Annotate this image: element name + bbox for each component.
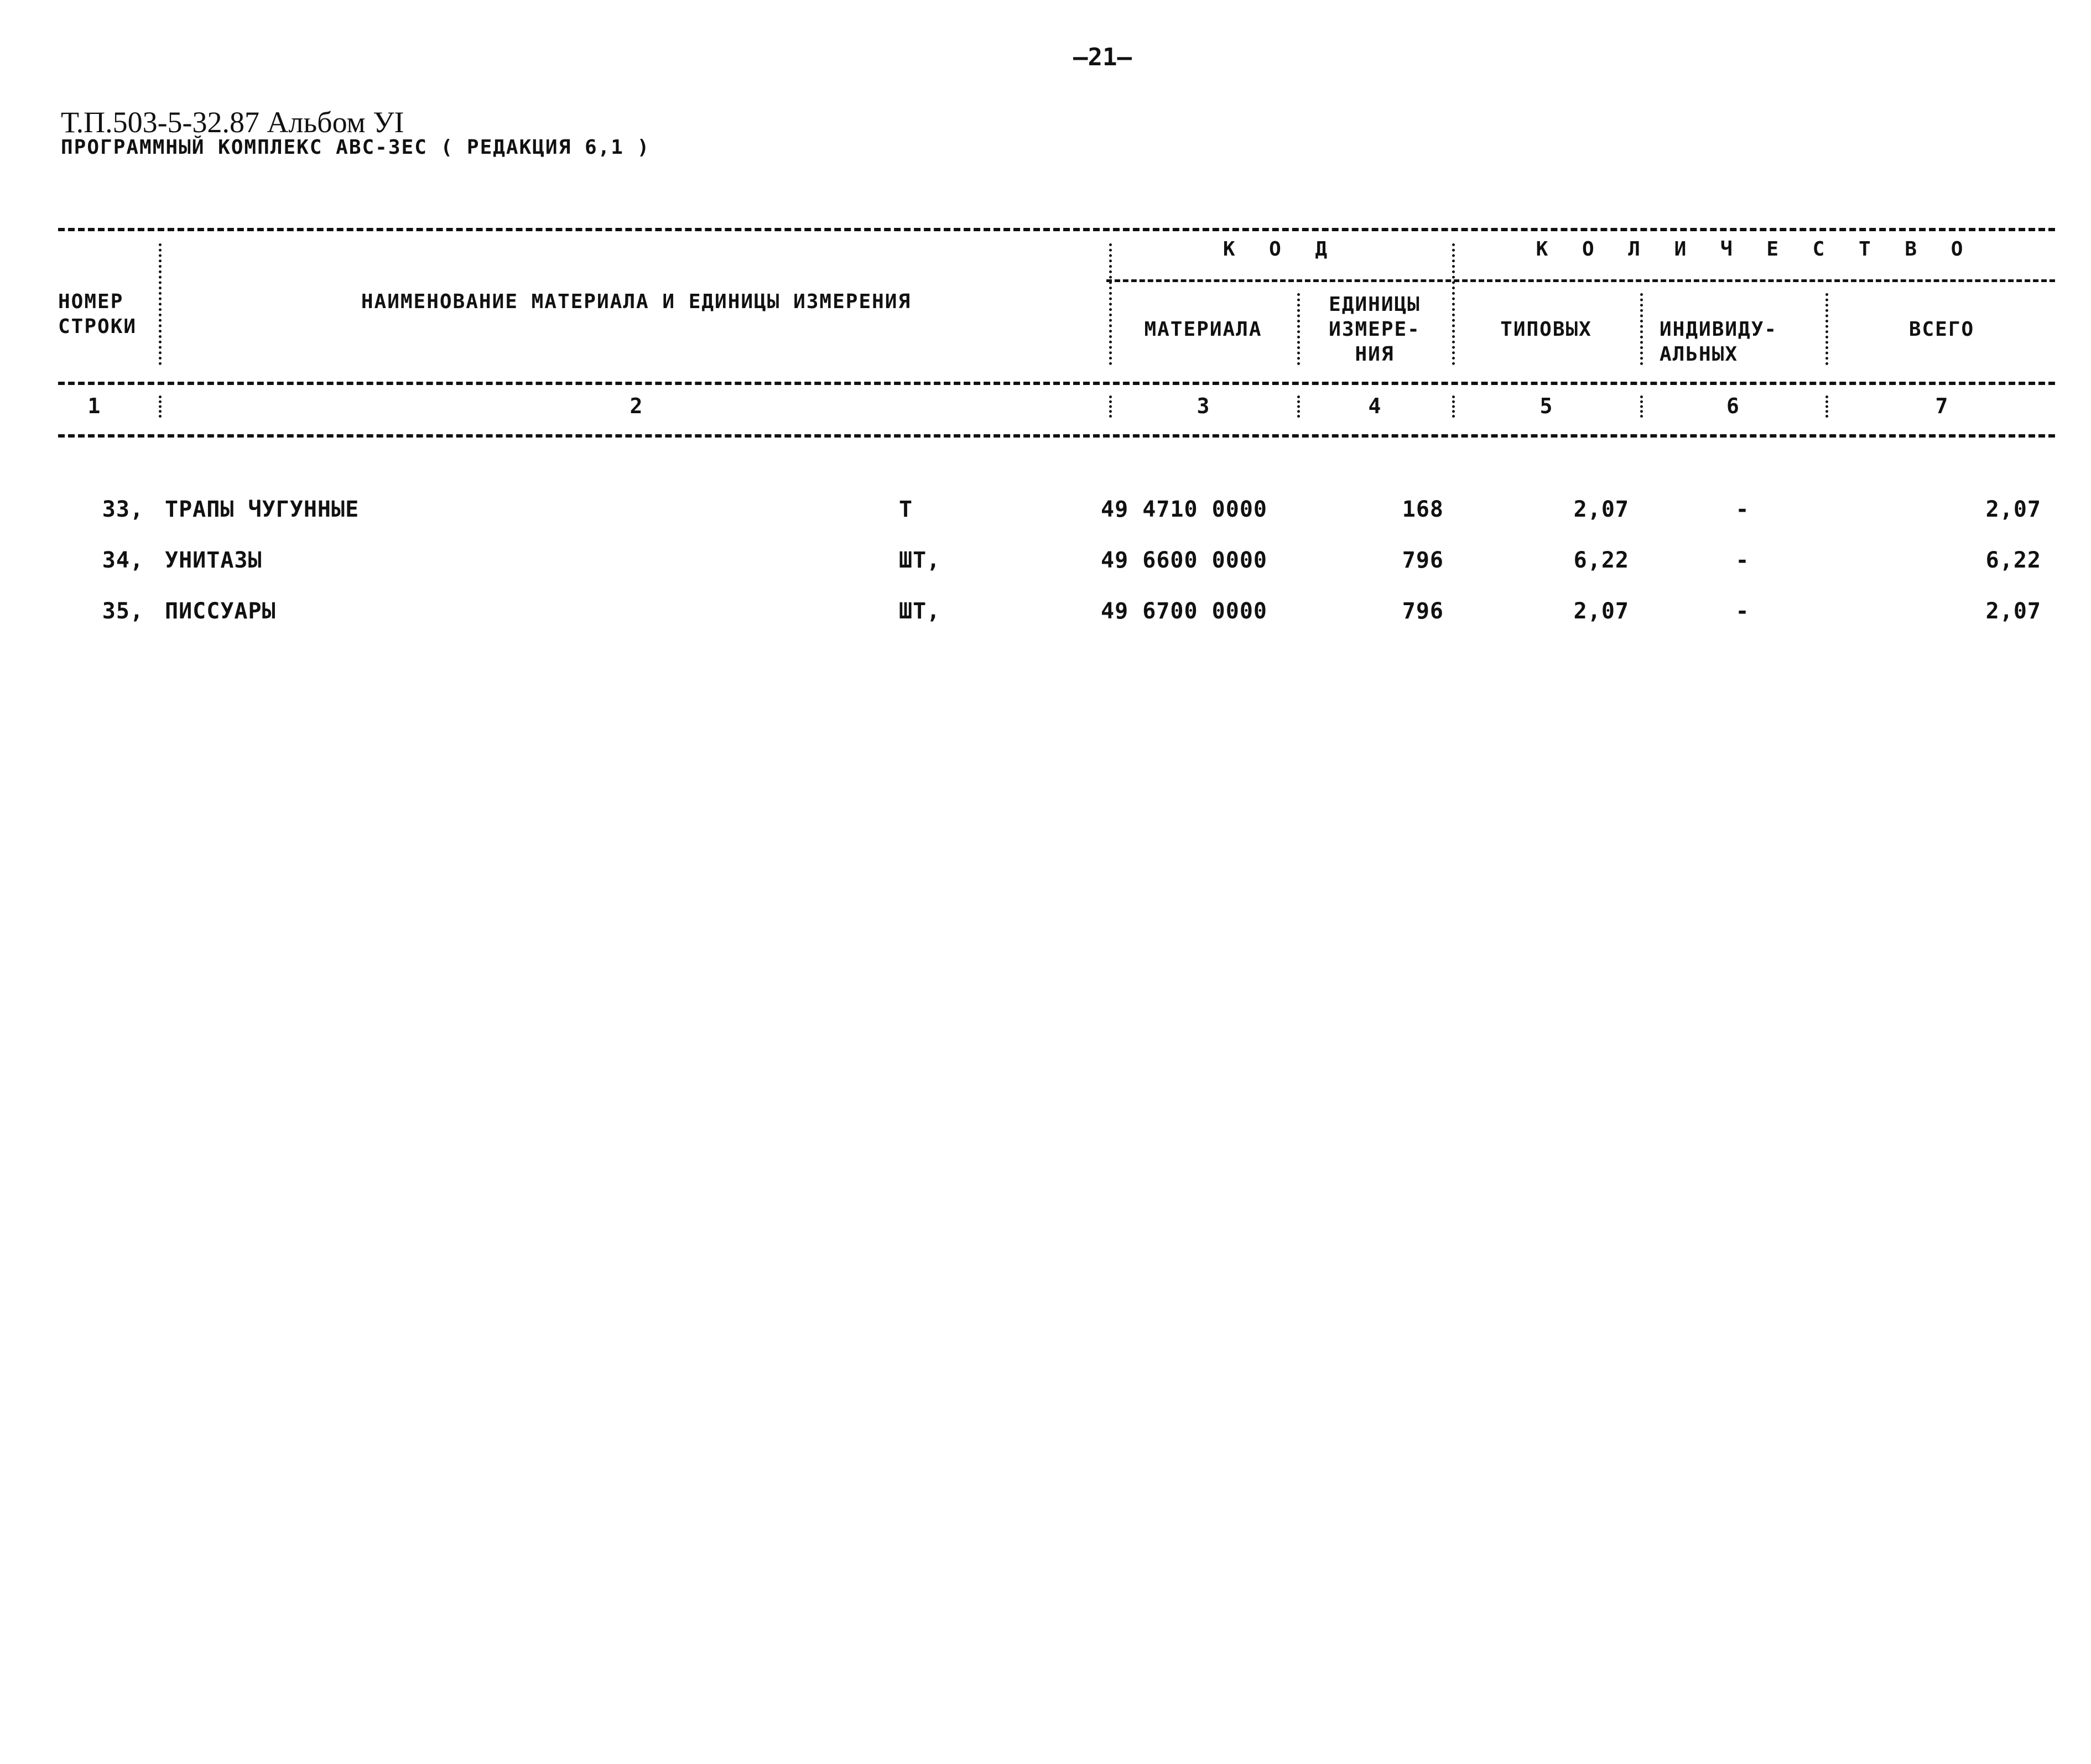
col-separator [159,243,162,365]
material-code: 49 6700 0000 [1101,599,1267,624]
header-qty-total: ВСЕГО [1908,318,1975,341]
qty-individual: - [1735,548,1750,573]
table-top-rule [58,228,2055,231]
column-number: 6 [1726,394,1739,418]
column-number: 5 [1539,394,1553,418]
header-code-material: МАТЕРИАЛА [1144,318,1262,341]
qty-total: 2,07 [1985,497,2041,522]
row-number: 35, [102,599,144,624]
col-separator [159,396,162,418]
column-number: 4 [1368,394,1381,418]
unit-label: ШТ, [899,548,941,573]
document-subtitle: ПРОГРАММНЫЙ КОМПЛЕКС АВС-ЗЕС ( РЕДАКЦИЯ 6,1 ) [61,136,651,159]
qty-typical: 2,07 [1573,599,1629,624]
qty-total: 6,22 [1985,548,2041,573]
header-quantity-group: К О Л И Ч Е С Т В О [1536,238,1974,261]
header-row-number-line2: СТРОКИ [58,315,137,338]
unit-label: ШТ, [899,599,941,624]
unit-code: 796 [1402,599,1444,624]
header-code-unit-line2: ИЗМЕРЕ- [1329,318,1421,341]
material-name: ТРАПЫ ЧУГУННЫЕ [165,497,360,522]
unit-label: Т [899,497,913,522]
material-code: 49 4710 0000 [1101,497,1267,522]
header-code-unit-line3: НИЯ [1355,343,1395,366]
header-material-name: НАИМЕНОВАНИЕ МАТЕРИАЛА И ЕДИНИЦЫ ИЗМЕРЕНИЯ [361,290,912,313]
page-number: —21— [1073,43,1132,71]
header-code-unit-line1: ЕДИНИЦЫ [1329,293,1421,316]
column-number: 1 [87,394,101,418]
col-separator [1109,243,1112,365]
col-separator [1452,243,1455,365]
column-number: 7 [1935,394,1948,418]
material-name: УНИТАЗЫ [165,548,262,573]
column-number: 3 [1197,394,1210,418]
document-title: Т.П.503-5-32.87 Альбом УI [61,106,404,139]
colnum-bottom-rule [58,434,2055,438]
qty-total: 2,07 [1985,599,2041,624]
header-qty-individual-line1: ИНДИВИДУ- [1660,318,1778,341]
unit-code: 796 [1402,548,1444,573]
header-qty-individual-line2: АЛЬНЫХ [1660,343,1739,366]
column-number: 2 [630,394,643,418]
header-row-number-line1: НОМЕР [58,290,124,313]
header-bottom-rule [58,382,2055,385]
material-name: ПИССУАРЫ [165,599,276,624]
header-qty-typical: ТИПОВЫХ [1500,318,1592,341]
qty-individual: - [1735,497,1750,522]
unit-code: 168 [1402,497,1444,522]
qty-typical: 2,07 [1573,497,1629,522]
header-group-rule [1106,279,2055,282]
material-code: 49 6600 0000 [1101,548,1267,573]
row-number: 33, [102,497,144,522]
qty-typical: 6,22 [1573,548,1629,573]
header-code-group: К О Д [1223,238,1339,261]
row-number: 34, [102,548,144,573]
col-separator [1640,293,1643,365]
qty-individual: - [1735,599,1750,624]
